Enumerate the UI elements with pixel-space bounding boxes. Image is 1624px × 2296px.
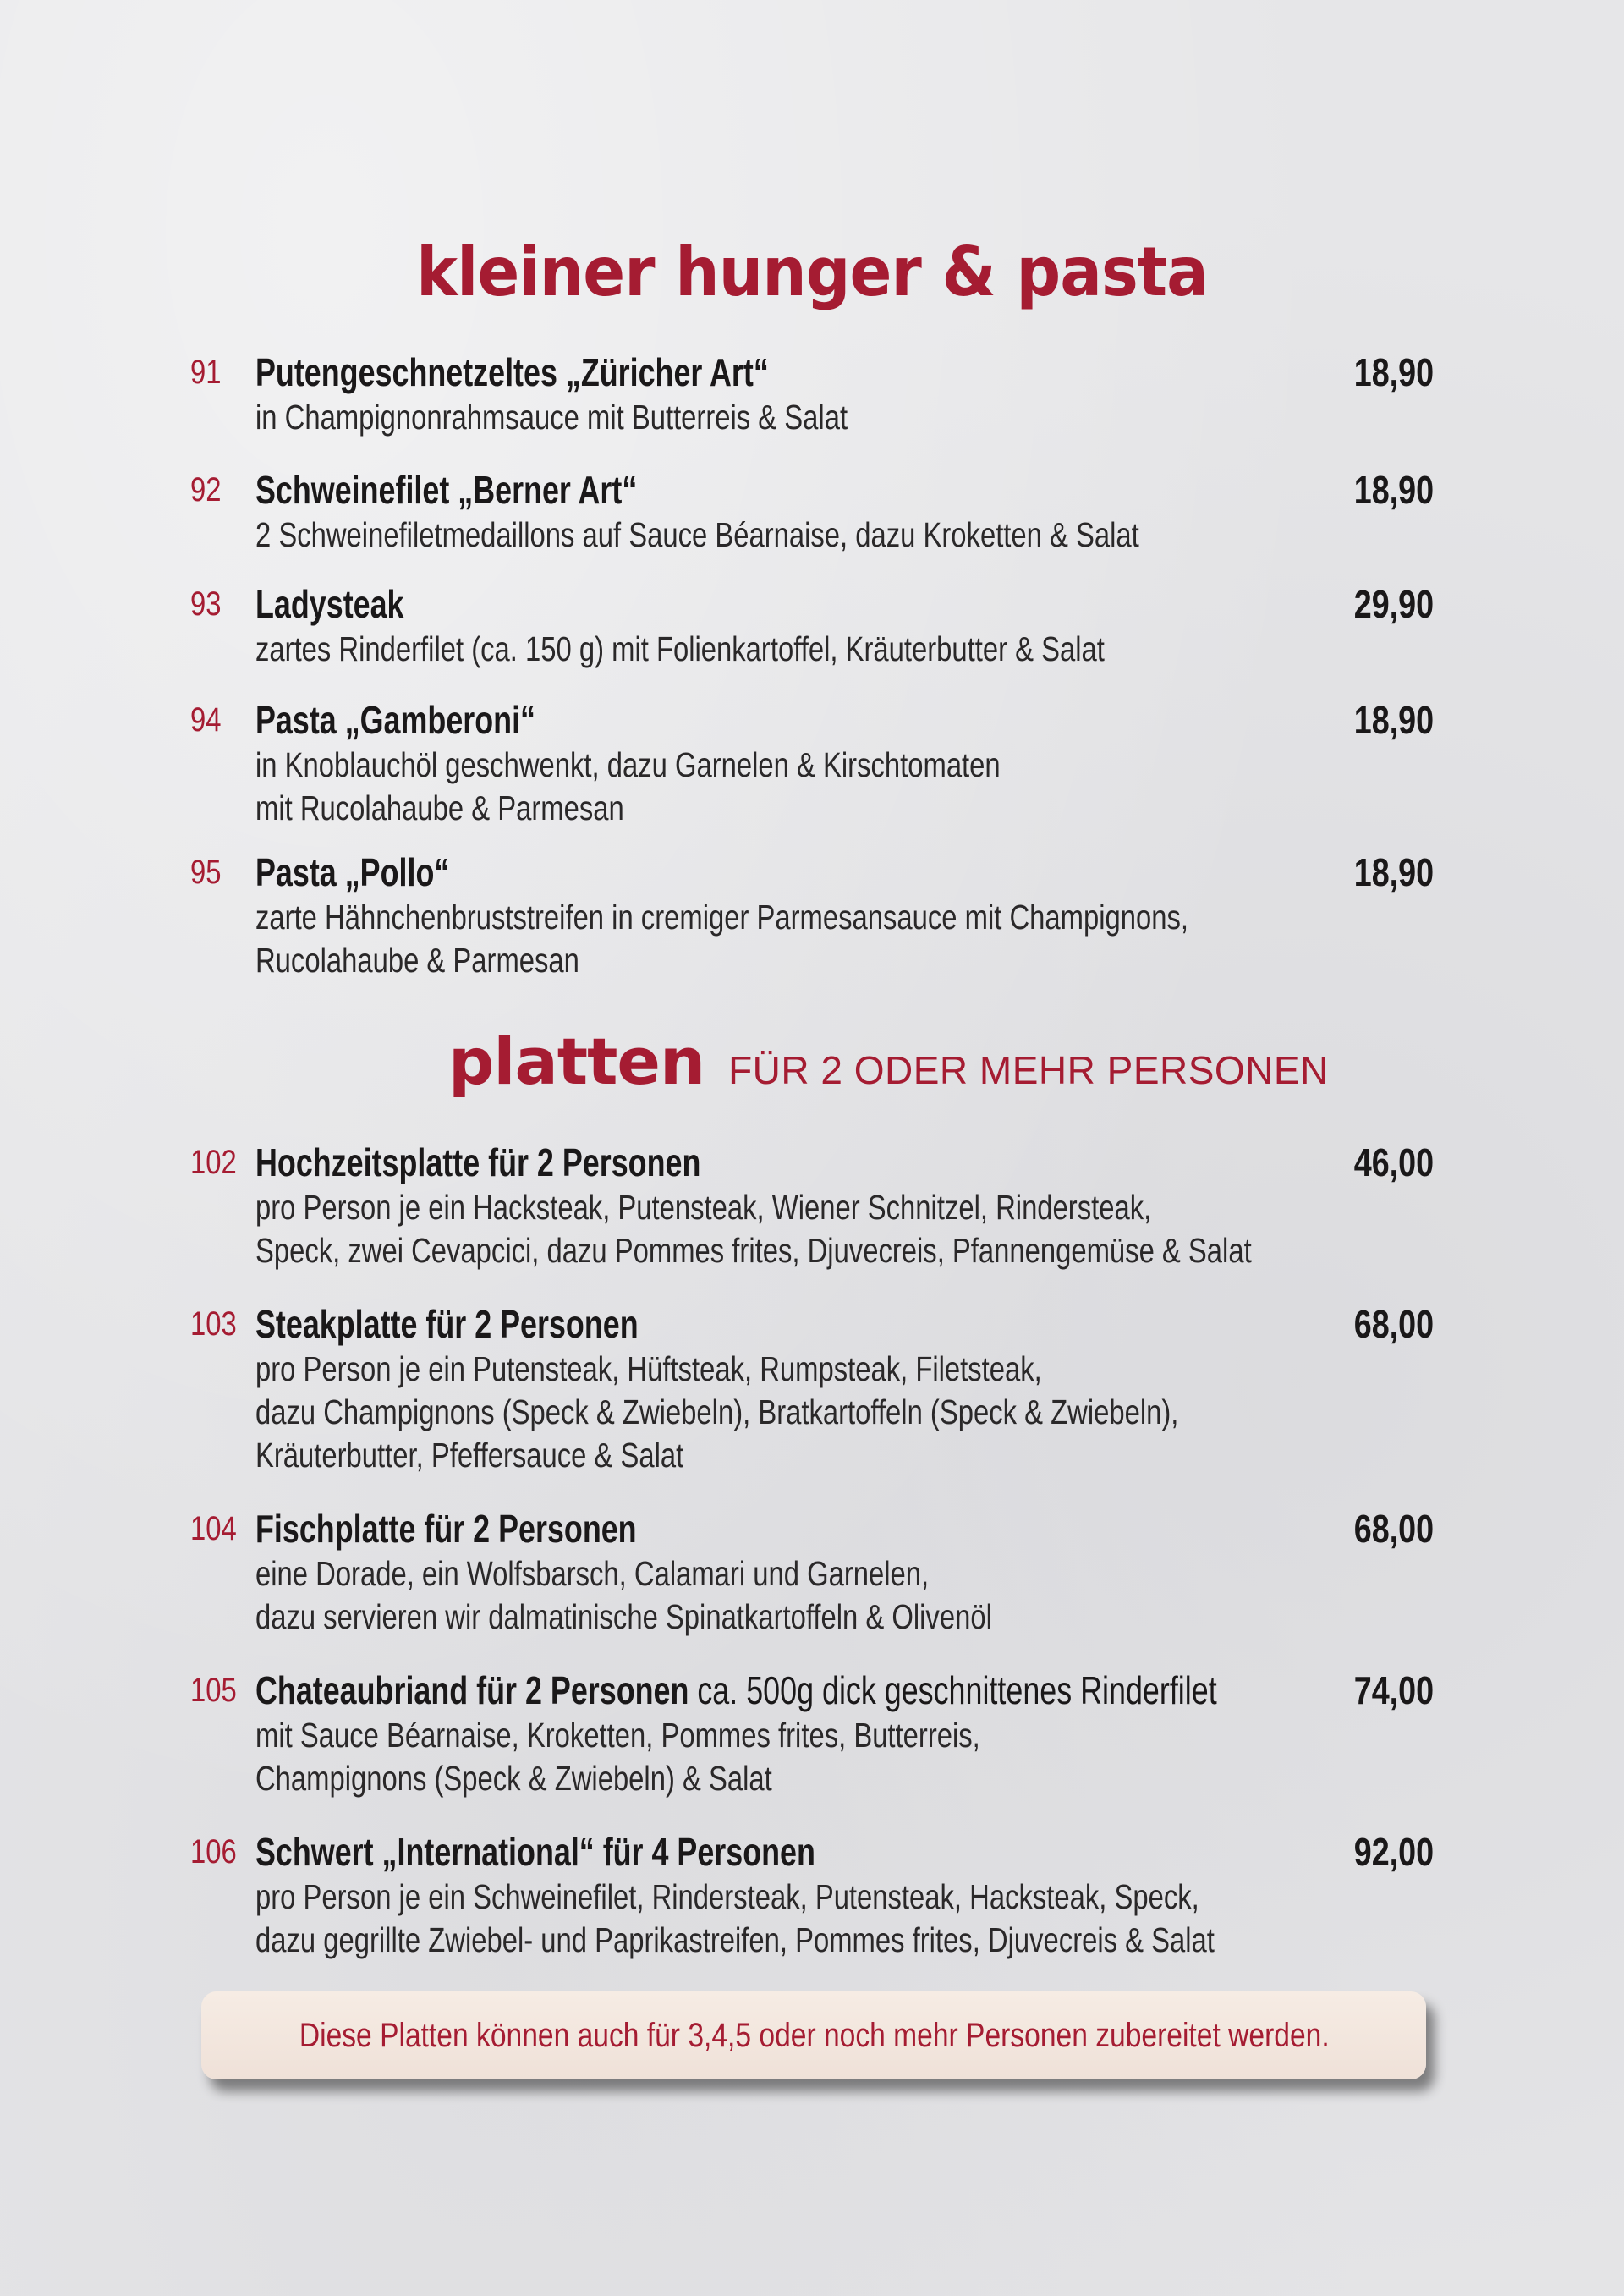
item-name: Ladysteak — [255, 582, 404, 626]
item-description: pro Person je ein Hacksteak, Putensteak, Wiener Schnitzel, Rindersteak, — [255, 1188, 1152, 1227]
item-name: Pasta „Pollo“ — [255, 850, 450, 894]
item-description: zarte Hähnchenbruststreifen in cremiger Parmesansauce mit Champignons, — [255, 898, 1188, 937]
item-name: Pasta „Gamberoni“ — [255, 698, 536, 742]
item-number: 91 — [190, 354, 222, 391]
item-description: 2 Schweinefiletmedaillons auf Sauce Béarnaise, dazu Kroketten & Salat — [255, 515, 1139, 554]
item-description: Speck, zwei Cevapcici, dazu Pommes frites, Djuvecreis, Pfannengemüse & Salat — [255, 1231, 1252, 1270]
item-description: Kräuterbutter, Pfeffersauce & Salat — [255, 1436, 684, 1475]
item-number: 103 — [190, 1305, 237, 1343]
item-description: dazu Champignons (Speck & Zwiebeln), Bratkartoffeln (Speck & Zwiebeln), — [255, 1392, 1179, 1431]
item-description: pro Person je ein Putensteak, Hüftsteak, Rumpsteak, Filetsteak, — [255, 1349, 1042, 1388]
item-number: 95 — [190, 854, 222, 891]
item-description: in Knoblauchöl geschwenkt, dazu Garnelen & Kirschtomaten — [255, 745, 1001, 784]
item-description: pro Person je ein Schweinefilet, Rindersteak, Putensteak, Hacksteak, Speck, — [255, 1877, 1199, 1916]
item-name: Fischplatte für 2 Personen — [255, 1507, 637, 1551]
item-price: 18,90 — [1353, 850, 1434, 894]
item-name-bold: Chateaubriand für 2 Personen — [255, 1668, 689, 1712]
item-number: 102 — [190, 1144, 237, 1181]
item-price: 18,90 — [1353, 698, 1434, 742]
item-name: Steakplatte für 2 Personen — [255, 1302, 639, 1346]
item-name-detail: ca. 500g dick geschnittenes Rinderfilet — [697, 1668, 1217, 1712]
platten-heading: platten — [448, 1024, 705, 1099]
item-name: Schwert „International“ für 4 Personen — [255, 1830, 815, 1874]
item-description: Rucolahaube & Parmesan — [255, 941, 579, 980]
item-description: in Champignonrahmsauce mit Butterreis & Salat — [255, 398, 848, 437]
item-description: eine Dorade, ein Wolfsbarsch, Calamari und Garnelen, — [255, 1554, 930, 1593]
item-description: dazu gegrillte Zwiebel- und Paprikastreifen, Pommes frites, Djuvecreis & Salat — [255, 1920, 1215, 1959]
item-price: 68,00 — [1353, 1507, 1434, 1551]
item-price: 18,90 — [1353, 468, 1434, 512]
item-price: 18,90 — [1353, 350, 1434, 394]
item-number: 104 — [190, 1510, 237, 1547]
item-name — [255, 1667, 1217, 1714]
item-number: 92 — [190, 471, 222, 508]
platten-subheading: FÜR 2 ODER MEHR PERSONEN — [728, 1048, 1329, 1092]
item-name: Hochzeitsplatte für 2 Personen — [255, 1140, 701, 1184]
section-title-kleiner-hunger: kleiner hunger & pasta — [416, 233, 1208, 311]
item-description: dazu servieren wir dalmatinische Spinatkartoffeln & Olivenöl — [255, 1597, 992, 1636]
item-number: 93 — [190, 585, 222, 623]
item-description: mit Sauce Béarnaise, Kroketten, Pommes frites, Butterreis, — [255, 1716, 980, 1755]
item-name: Putengeschnetzeltes „Züricher Art“ — [255, 350, 769, 394]
item-price: 68,00 — [1353, 1302, 1434, 1346]
item-name: Schweinefilet „Berner Art“ — [255, 468, 638, 512]
note-text: Diese Platten können auch für 3,4,5 oder noch mehr Personen zubereitet werden. — [299, 2017, 1330, 2054]
section-title-platten — [448, 1024, 1329, 1099]
item-price: 74,00 — [1353, 1668, 1434, 1712]
item-description: mit Rucolahaube & Parmesan — [255, 788, 624, 827]
item-number: 94 — [190, 701, 222, 739]
item-description: Champignons (Speck & Zwiebeln) & Salat — [255, 1759, 772, 1798]
item-description: zartes Rinderfilet (ca. 150 g) mit Folienkartoffel, Kräuterbutter & Salat — [255, 629, 1105, 668]
note-banner — [201, 1991, 1426, 2079]
item-price: 92,00 — [1353, 1830, 1434, 1874]
item-number: 106 — [190, 1833, 237, 1870]
item-price: 46,00 — [1353, 1140, 1434, 1184]
item-price: 29,90 — [1353, 582, 1434, 626]
item-number: 105 — [190, 1672, 237, 1709]
